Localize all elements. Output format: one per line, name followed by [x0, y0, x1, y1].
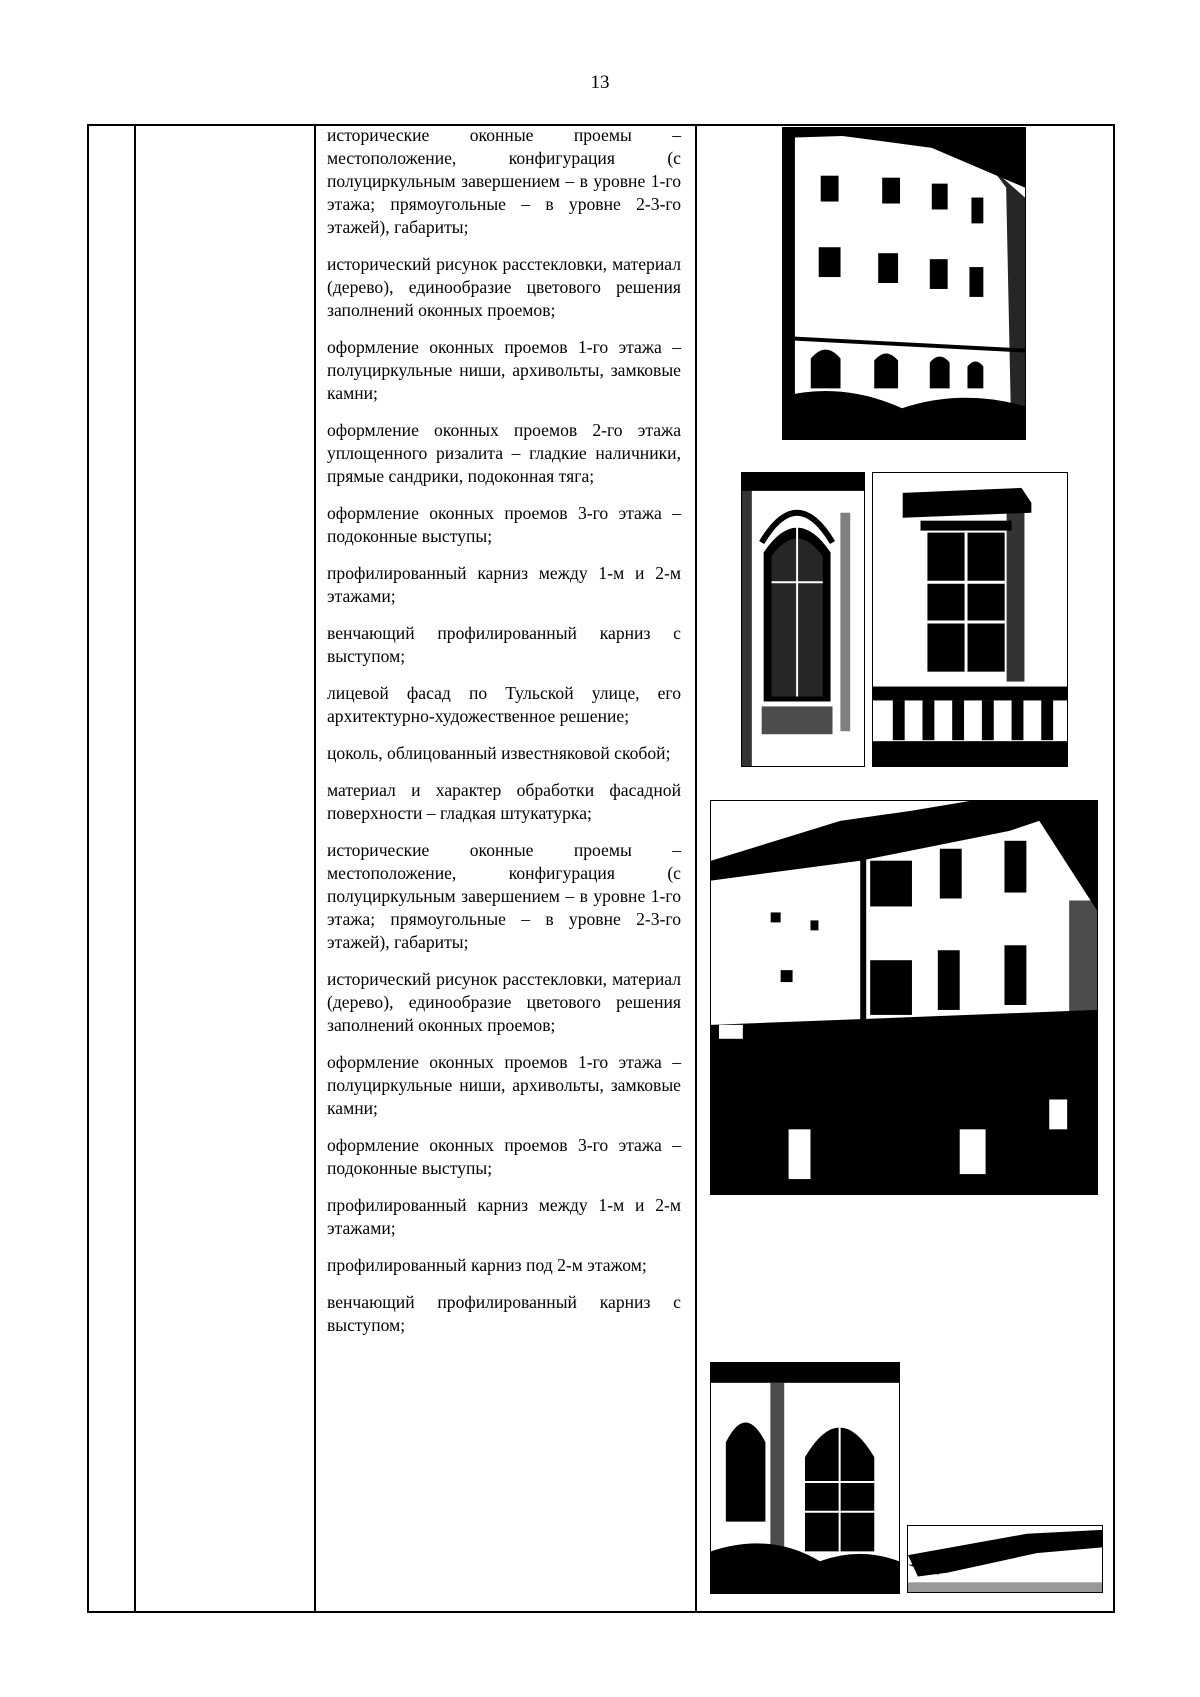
page-number: 13 [590, 72, 610, 93]
arched-window-photo-icon [711, 1363, 899, 1593]
list-item: лицевой фасад по Тульской улице, его архитектурно-художественное решение; [327, 683, 681, 726]
list-item: оформление оконных проемов 3-го этажа – подоконные выступы; [327, 1135, 681, 1178]
list-item: профилированный карниз между 1-м и 2-м этажами; [327, 1195, 681, 1238]
list-item: оформление оконных проемов 2-го этажа уплощенного ризалита – гладкие наличники, прямые сандрики, подоконная тяга; [327, 420, 681, 486]
list-item: исторический рисунок расстекловки, материал (дерево), единообразие цветового решения заполнений оконных проемов; [327, 254, 681, 320]
cornice-photo-icon [908, 1526, 1102, 1592]
cornice-detail-photo [907, 1525, 1103, 1593]
tulskaya-facade-photo [710, 800, 1098, 1195]
list-item: венчающий профилированный карниз с выступом; [327, 623, 681, 666]
list-item: цоколь, облицованный известняковой скобой; [327, 743, 671, 763]
table-column-divider [695, 126, 697, 1611]
list-item: исторический рисунок расстекловки, материал (дерево), единообразие цветового решения заполнений оконных проемов; [327, 969, 681, 1035]
table-column-divider [134, 126, 136, 1611]
list-item: профилированный карниз под 2-м этажом; [327, 1255, 647, 1275]
facade-corner-photo [782, 127, 1026, 440]
building-facade-photo-icon [711, 801, 1097, 1194]
list-item: исторические оконные проемы – местоположение, конфигурация (с полуциркульным завершением – в уровне 1-го этажа; прямоугольные – в уровне 2-3-го этажей), габариты; [327, 840, 681, 952]
list-item: оформление оконных проемов 3-го этажа – подоконные выступы; [327, 503, 681, 546]
list-item: оформление оконных проемов 1-го этажа – полуциркульные ниши, архивольты, замковые камни; [327, 337, 681, 403]
building-facade-photo-icon [783, 128, 1025, 439]
list-item: профилированный карниз между 1-м и 2-м этажами; [327, 563, 681, 606]
table-column-divider [314, 126, 316, 1611]
protected-elements-list [327, 124, 681, 1351]
list-item: материал и характер обработки фасадной поверхности – гладкая штукатурка; [327, 780, 681, 823]
list-item: оформление оконных проемов 1-го этажа – полуциркульные ниши, архивольты, замковые камни; [327, 1052, 681, 1118]
window-sandrik-photo [872, 472, 1068, 767]
arched-niches-photo [710, 1362, 900, 1594]
list-item: венчающий профилированный карниз с выступом; [327, 1292, 681, 1335]
arched-window-photo [741, 472, 865, 767]
list-item: исторические оконные проемы – местоположение, конфигурация (с полуциркульным завершением – в уровне 1-го этажа; прямоугольные – в уровне 2-3-го этажей), габариты; [327, 125, 681, 237]
arched-window-photo-icon [742, 473, 864, 766]
window-detail-photo-icon [873, 473, 1067, 766]
